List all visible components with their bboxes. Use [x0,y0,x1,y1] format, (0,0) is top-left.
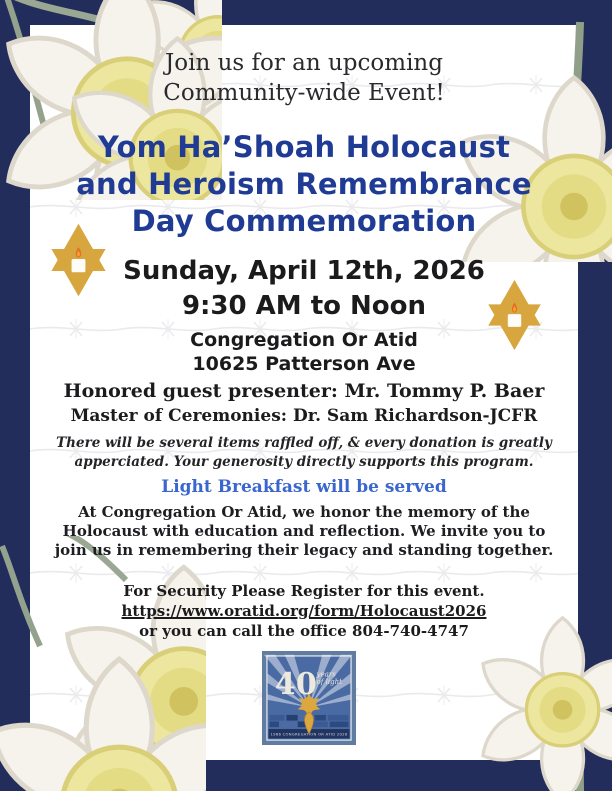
breakfast-note: Light Breakfast will be served [161,477,447,497]
presenter-line: Honored guest presenter: Mr. Tommy P. Baer [63,380,545,402]
register-block [30,581,578,641]
mc-line: Master of Ceremonies: Dr. Sam Richardson-JCFR [70,406,538,426]
header-invite-line-1: Join us for an upcoming [165,50,443,76]
raffle-note-line-2: apperciated. Your generosity directly supports this program. [74,454,534,470]
register-url-link[interactable]: https://www.oratid.org/form/Holocaust2026 [121,602,487,620]
daffodil-bottom-left-icon [0,536,206,791]
event-date: Sunday, April 12th, 2026 [123,256,485,286]
logo-tagline-1: years [316,669,336,679]
raffle-note-line-1: There will be several items raffled off, & every donation is greatly [56,435,552,451]
logo-tagline-2: of light [316,676,343,686]
register-phone: or you can call the office 804-740-4747 [139,622,469,640]
event-title-line-1: Yom Ha’Shoah Holocaust [97,130,511,164]
event-title-line-3: Day Commemoration [131,204,477,238]
header-invite [30,48,578,108]
venue-address: 10625 Patterson Ave [192,353,416,375]
header-invite-line-2: Community-wide Event! [163,80,445,106]
event-title-line-2: and Heroism Remembrance [76,167,532,201]
mission-statement [30,503,578,560]
venue-name: Congregation Or Atid [190,329,418,351]
event-title [30,129,578,240]
mission-line-3: join us in remembering their legacy and standing together. [54,541,554,559]
event-time: 9:30 AM to Noon [181,291,427,321]
logo-number: 40 [274,667,317,703]
register-instruction: For Security Please Register for this event. [123,582,485,600]
logo-band-text: 1986 CONGREGATION OR ATID 2026 [270,732,348,737]
congregation-or-atid-40-years-logo-icon [262,651,356,745]
event-venue [30,328,578,376]
mission-line-1: At Congregation Or Atid, we honor the memory of the [78,503,530,521]
mission-line-2: Holocaust with education and reflection. We invite you to [62,522,546,540]
raffle-note [30,434,578,472]
event-datetime [30,254,578,324]
